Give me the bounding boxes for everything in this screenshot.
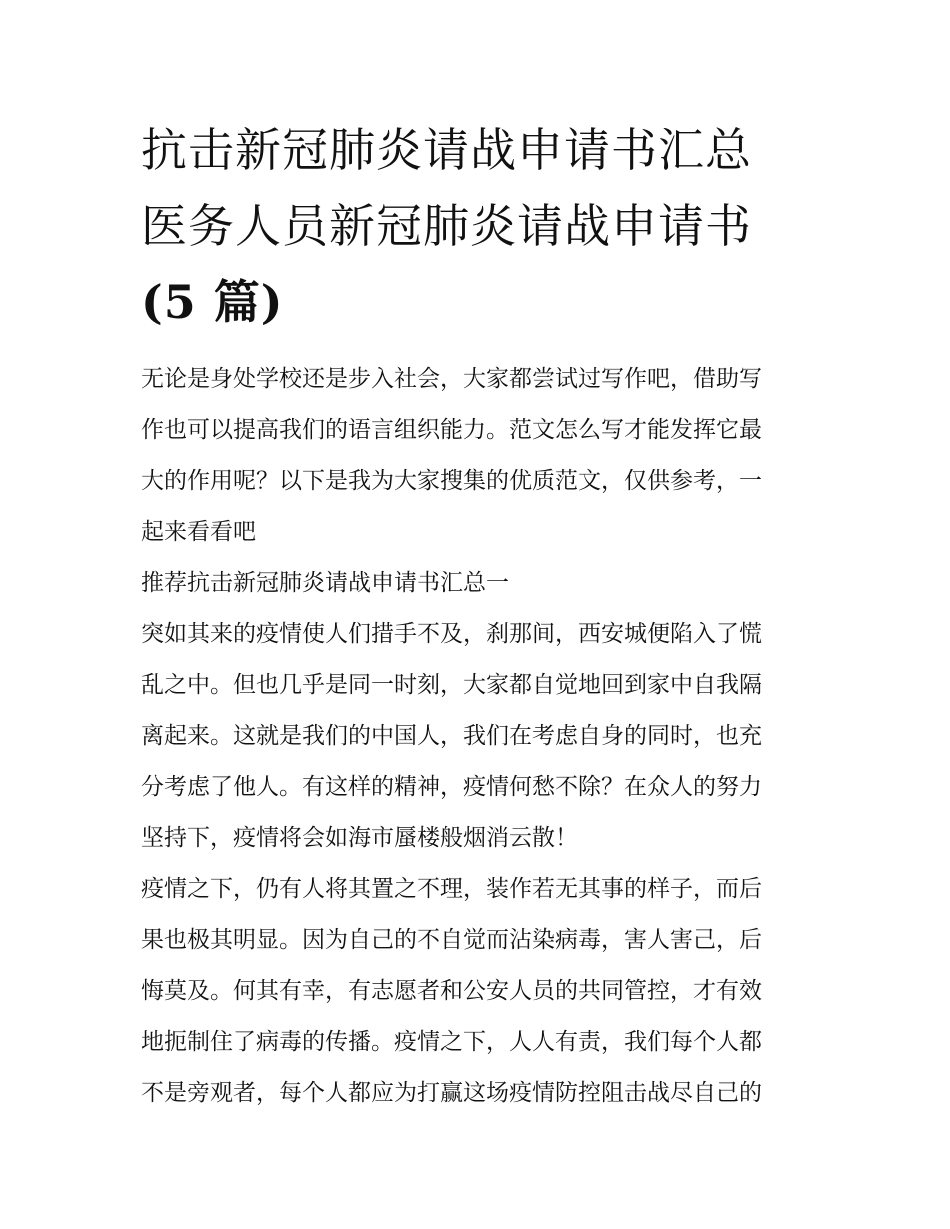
document-page — [141, 112, 813, 1119]
title-line-2: 医务人员新冠肺炎请战申请书 — [141, 199, 752, 253]
text-line: 大的作用呢？以下是我为大家搜集的优质范文，仅供参考，一 — [141, 468, 762, 494]
intro-paragraph — [141, 354, 813, 558]
text-line: 悔莫及。何其有幸，有志愿者和公安人员的共同管控，才有效 — [141, 978, 762, 1004]
text-line: 果也极其明显。因为自己的不自觉而沾染病毒，害人害己，后 — [141, 927, 762, 953]
text-line: 无论是身处学校还是步入社会，大家都尝试过写作吧，借助写 — [141, 366, 762, 392]
body-paragraph-2 — [141, 864, 813, 1119]
text-line: 突如其来的疫情使人们措手不及，刹那间，西安城便陷入了慌 — [141, 621, 762, 647]
section-heading — [141, 558, 813, 609]
text-line: 起来看看吧 — [141, 519, 256, 545]
text-line: 作也可以提高我们的语言组织能力。范文怎么写才能发挥它最 — [141, 417, 762, 443]
text-line: 不是旁观者，每个人都应为打赢这场疫情防控阻击战尽自己的 — [141, 1080, 762, 1106]
text-line: 离起来。这就是我们的中国人，我们在考虑自身的同时，也充 — [141, 723, 762, 749]
text-line: 坚持下，疫情将会如海市蜃楼般烟消云散！ — [141, 825, 578, 851]
document-title — [141, 112, 813, 340]
text-line: 疫情之下，仍有人将其置之不理，装作若无其事的样子，而后 — [141, 876, 762, 902]
title-line-1: 抗击新冠肺炎请战申请书汇总 — [141, 123, 752, 177]
text-line: 地扼制住了病毒的传播。疫情之下，人人有责，我们每个人都 — [141, 1029, 762, 1055]
section-heading-text: 推荐抗击新冠肺炎请战申请书汇总一 — [141, 570, 509, 596]
text-line: 分考虑了他人。有这样的精神，疫情何愁不除？在众人的努力 — [141, 774, 762, 800]
document-body — [141, 354, 813, 1119]
body-paragraph-1 — [141, 609, 813, 864]
text-line: 乱之中。但也几乎是同一时刻，大家都自觉地回到家中自我隔 — [141, 672, 762, 698]
title-line-3: (5 篇) — [141, 275, 284, 329]
